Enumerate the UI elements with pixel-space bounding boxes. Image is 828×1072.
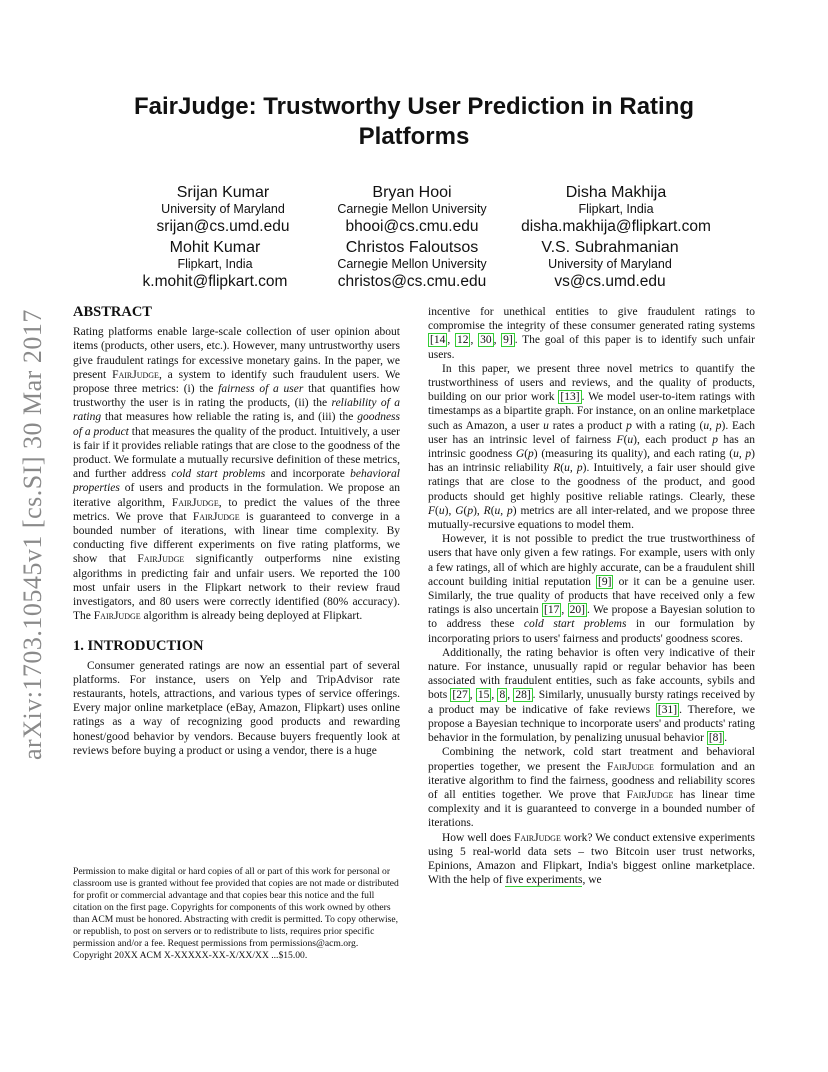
- abstract-heading: ABSTRACT: [73, 304, 152, 320]
- copyright-footnote: [73, 866, 400, 962]
- author-name: Srijan Kumar: [176, 184, 270, 201]
- author-name: V.S. Subrahmanian: [541, 239, 679, 256]
- citation-link[interactable]: [9]: [598, 575, 612, 588]
- author-email[interactable]: k.mohit@flipkart.com: [142, 273, 288, 290]
- copyright-line: Copyright 20XX ACM X-XXXXX-XX-X/XX/XX ...$15.00.: [73, 950, 308, 961]
- body-paragraph: However, it is not possible to predict the true trustworthiness of users that have only given a few ratings. For example, users with only a few ratings, all of which are highly accurate, can be a fraudulent shill account building initial reputation [9] or it can be a genuine user. Similarly, the true quality of products that have received only a few ratings is also uncertain [17 , 20] . We propose a Bayesian solution to to address these cold start problems in our formulation by incorporating priors to users' fairness and products' goodness scores.: [428, 533, 755, 645]
- body-paragraph: incentive for unethical entities to give fraudulent ratings to compromise the integrity of these consumer generated rating systems [14 , 12 , 30 , 9] . The goal of this paper is to identify such unfair users.: [428, 306, 756, 361]
- body-paragraph: Combining the network, cold start treatment and behavioral properties together, we present the FairJudge formulation and an iterative algorithm to find the fairness, goodness and reliability scores of all entities together. We prove that FairJudge has linear time complexity and it is guaranteed to converge in a bounded number of iterations.: [428, 746, 756, 830]
- citation-link[interactable]: 15: [477, 689, 490, 702]
- body-paragraph: In this paper, we present three novel metrics to quantify the trustworthiness of users and reviews, and the quality of products, building on our prior work [13] . We model user-to-item ratings with timestamps as a bipartite graph. For instance, on an online marketplace such as Amazon, a user u rates a product p with a rating (u, p). Each user has an intrinsic level of fairness F(u), each product p has an intrinsic goodness G(p) (measuring its quality), and each rating (u, p) has an intrinsic reliability R(u, p). Intuitively, a fair user should give ratings that are close to the goodness of the product, and good products should get highly positive reliable ratings. Clearly, these F(u), G(p), R(u, p) metrics are all inter-related, and we propose three mutually-recursive equations to model them.: [428, 362, 756, 532]
- author-affiliation: Flipkart, India: [578, 202, 654, 216]
- author-email[interactable]: bhooi@cs.cmu.edu: [345, 218, 479, 235]
- introduction-heading: 1. INTRODUCTION: [73, 638, 204, 655]
- citation-link[interactable]: 8: [499, 689, 506, 702]
- author-block: [490, 239, 730, 290]
- author-email[interactable]: christos@cs.cmu.edu: [337, 273, 487, 290]
- citation-link[interactable]: [8]: [708, 732, 723, 745]
- citation-link[interactable]: [13]: [560, 391, 580, 404]
- citation-link[interactable]: [17: [544, 604, 560, 617]
- author-email[interactable]: vs@cs.umd.edu: [554, 273, 666, 290]
- body-paragraph: How well does FairJudge work? We conduct extensive experiments using 5 real-world data sets – two Bitcoin user trust networks, Epinions, Amazon and Flipkart, India's biggest online marketplace. With the help of five experiments, we: [428, 831, 755, 887]
- introduction-paragraph: Consumer generated ratings are now an essential part of several platforms. For instance, users on Yelp and TripAdvisor rate restaurants, hotels, attractions, and various types of service offerings. Every major online marketplace (eBay, Amazon, Flipkart) uses online ratings as a way of recognizing good products and rewarding honest/good behavior by vendors. Because buyers frequently look at reviews before buying a product or using a vendor, there is a huge: [73, 659, 400, 757]
- author-affiliation: Carnegie Mellon University: [337, 257, 487, 271]
- author-name: Disha Makhija: [565, 184, 667, 201]
- section-link[interactable]: five experiments: [505, 874, 583, 887]
- citation-link[interactable]: 20]: [569, 604, 586, 617]
- author-affiliation: Carnegie Mellon University: [337, 202, 487, 216]
- abstract-paragraph: Rating platforms enable large-scale collection of user opinion about items (products, other users, etc.). However, many untrustworthy users give fraudulent ratings for excessive monetary gains. In the paper, we present FairJudge, a system to identify such fraudulent users. We propose three metrics: (i) the fairness of a user that quantifies how trustworthy the user is in rating the products, (ii) the reliability of a rating that measures how reliable the rating is, and (iii) the goodness of a product that measures the quality of the product. Intuitively, a user is fair if it provides reliable ratings that are close to the goodness of the product. We formulate a mutually recursive definition of these metrics, and further address cold start problems and incorporate behavioral properties of users and products in the formulation. We propose an iterative algorithm, FairJudge, to predict the values of the three metrics. We prove that FairJudge is guaranteed to converge in a bounded number of iterations, with linear time complexity. By conducting five different experiments on five rating platforms, we show that FairJudge significantly outperforms nine existing algorithms in predicting fair and unfair users. We reported the 100 most unfair users in the Flipkart network to their review fraud investigators, and 80 users were correctly identified (80% accuracy). The FairJudge algorithm is already being deployed at Flipkart.: [73, 326, 401, 623]
- citation-link[interactable]: 12: [456, 334, 469, 347]
- author-name: Christos Faloutsos: [345, 239, 479, 256]
- body-paragraph: Additionally, the rating behavior is often very indicative of their nature. For instance, unusually rapid or regular behavior has been associated with fraudulent entities, such as fake accounts, sybils and bots [27 , 15 , 8 , 28] . Similarly, unusually bursty ratings received by a product may be indicative of fake reviews [31] . Therefore, we propose a Bayesian technique to incorporate users' and products' rating behavior in the formulation, by penalizing unusual behavior [8] .: [428, 646, 756, 745]
- citation-link[interactable]: 28]: [515, 689, 531, 702]
- author-block: [496, 184, 736, 235]
- permission-notice: Permission to make digital or hard copies of all or part of this work for personal or classroom use is granted without fee provided that copies are not made or distributed for profit or commercial advantage and that copies bear this notice and the full citation on the first page. Copyrights for components of this work owned by others than ACM must be honored. Abstracting with credit is permitted. To copy otherwise, or republish, to post on servers or to redistribute to lists, requires prior specific permission and/or a fee. Request permissions from permissions@acm.org.: [73, 866, 399, 949]
- paper-title: FairJudge: Trustworthy User Prediction in Rating Platforms: [133, 93, 695, 150]
- author-email[interactable]: srijan@cs.umd.edu: [156, 218, 290, 235]
- citation-link[interactable]: [31]: [657, 703, 678, 716]
- citation-link[interactable]: 30: [480, 334, 492, 347]
- author-name: Mohit Kumar: [169, 239, 261, 256]
- citation-link[interactable]: [27: [452, 689, 468, 702]
- arxiv-identifier: arXiv:1703.10545v1 [cs.SI] 30 Mar 2017: [18, 309, 47, 760]
- citation-link[interactable]: 9]: [503, 334, 513, 347]
- author-email[interactable]: disha.makhija@flipkart.com: [521, 218, 711, 235]
- author-affiliation: University of Maryland: [548, 257, 672, 271]
- right-column: [428, 305, 755, 887]
- author-affiliation: University of Maryland: [161, 202, 285, 216]
- left-column: [73, 305, 400, 758]
- author-name: Bryan Hooi: [372, 184, 452, 201]
- author-affiliation: Flipkart, India: [177, 257, 253, 271]
- citation-link[interactable]: [14: [430, 334, 446, 347]
